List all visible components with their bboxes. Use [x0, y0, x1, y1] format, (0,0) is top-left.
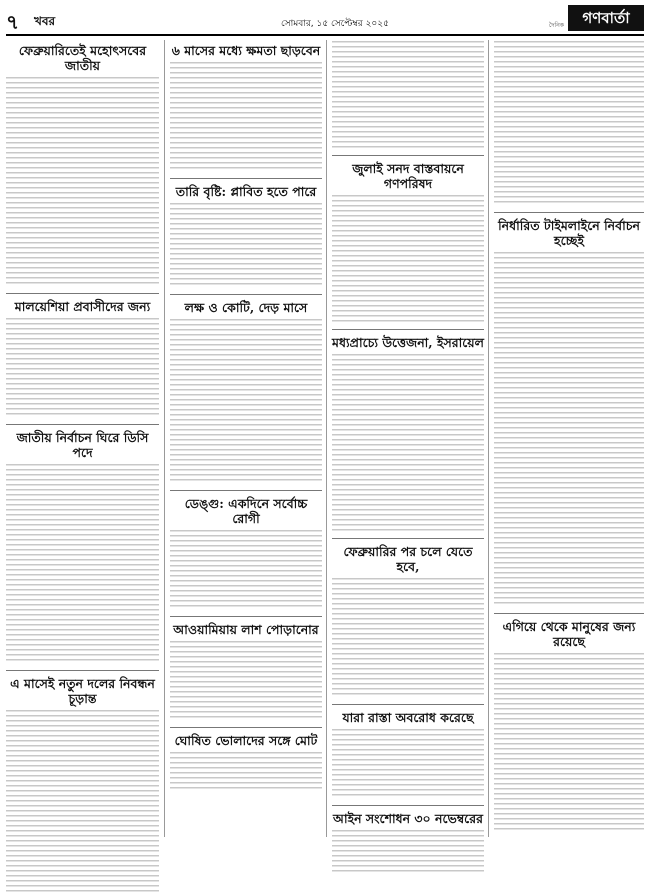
- article-headline: ফেব্রুয়ারির পর চলে যেতে হবে,: [343, 544, 473, 574]
- page-header: [6, 4, 644, 36]
- article-headline: ৬ মাসের মধ্যে ক্ষমতা ছাড়বেন: [171, 43, 321, 58]
- article-body: [6, 318, 159, 418]
- article: [170, 727, 322, 792]
- article-headline: ফেব্রুয়ারিতেই মহোৎসবের জাতীয়: [18, 43, 147, 73]
- article: [6, 424, 159, 664]
- article-body: [170, 641, 322, 721]
- column-rule: [326, 40, 327, 837]
- article: [494, 613, 644, 833]
- article: [6, 293, 159, 418]
- article: [332, 38, 484, 149]
- article: [170, 178, 322, 288]
- article: [332, 155, 484, 323]
- article-body: [170, 752, 322, 792]
- article-headline: ঘোষিত ভোলাদের সঙ্গে মোট: [174, 733, 318, 748]
- article-body: [170, 530, 322, 610]
- article-headline: আইন সংশোধন ৩০ নভেম্বরের: [333, 811, 483, 826]
- article-headline: নির্ধারিত টাইমলাইনে নির্বাচন হচ্ছেই: [498, 218, 640, 248]
- newspaper-logo: গণবার্তা: [568, 5, 644, 31]
- article-headline: তারি বৃষ্টি: প্লাবিত হতে পারে: [175, 184, 317, 199]
- article-body: [6, 464, 159, 664]
- article: [332, 704, 484, 799]
- article-headline: যারা রাস্তা অবরোধ করেছে: [342, 710, 474, 725]
- article: [6, 38, 159, 287]
- article-body: [494, 41, 644, 206]
- column-rule: [164, 40, 165, 837]
- article: [170, 294, 322, 484]
- article-headline: এগিয়ে থেকে মানুষের জন্য রয়েছে: [502, 619, 636, 649]
- column-3: [332, 38, 484, 839]
- article-body: [6, 710, 159, 895]
- page-number: ৭: [6, 10, 20, 34]
- article: [494, 38, 644, 206]
- article-headline: মধ্যপ্রাচ্যে উত্তেজনা, ইসরায়েল: [332, 335, 484, 350]
- article: [170, 616, 322, 721]
- article-body: [332, 830, 484, 875]
- article-headline: আওয়ামিয়ায় লাশ পোড়ানোর: [173, 622, 319, 637]
- article: [494, 212, 644, 607]
- article-headline: লক্ষ ও কোটি, দেড় মাসে: [184, 300, 308, 315]
- column-2: [170, 38, 322, 839]
- article-headline: এ মাসেই নতুন দলের নিবন্ধন চূড়ান্ত: [10, 676, 155, 706]
- article: [6, 670, 159, 895]
- article-body: [332, 729, 484, 799]
- article-headline: জাতীয় নির্বাচন ঘিরে ডিসি পদে: [16, 430, 149, 460]
- article: [170, 38, 322, 172]
- article: [332, 329, 484, 532]
- article: [332, 538, 484, 698]
- article-body: [332, 354, 484, 532]
- article-body: [494, 653, 644, 833]
- article-body: [332, 578, 484, 698]
- article-body: [494, 252, 644, 607]
- logo-subtitle: দৈনিক: [548, 22, 564, 29]
- dateline: সোমবার, ১৫ সেপ্টেম্বর ২০২৫: [281, 19, 389, 29]
- article-body: [332, 41, 484, 149]
- article-body: [170, 62, 322, 172]
- column-rule: [488, 40, 489, 837]
- article-body: [6, 77, 159, 287]
- column-4: [494, 38, 644, 839]
- article-body: [170, 203, 322, 288]
- article-headline: মালয়েশিয়া প্রবাসীদের জন্য: [14, 299, 151, 314]
- section-label: খবর: [34, 14, 56, 28]
- article: [170, 490, 322, 610]
- article-body: [170, 319, 322, 484]
- article-body: [332, 195, 484, 323]
- article: [332, 805, 484, 875]
- column-1: [6, 38, 159, 839]
- article-headline: জুলাই সনদ বাস্তবায়নে গণপরিষদ: [352, 161, 464, 191]
- article-headline: ডেঙ্গু: একদিনে সর্বোচ্চ রোগী: [184, 496, 308, 526]
